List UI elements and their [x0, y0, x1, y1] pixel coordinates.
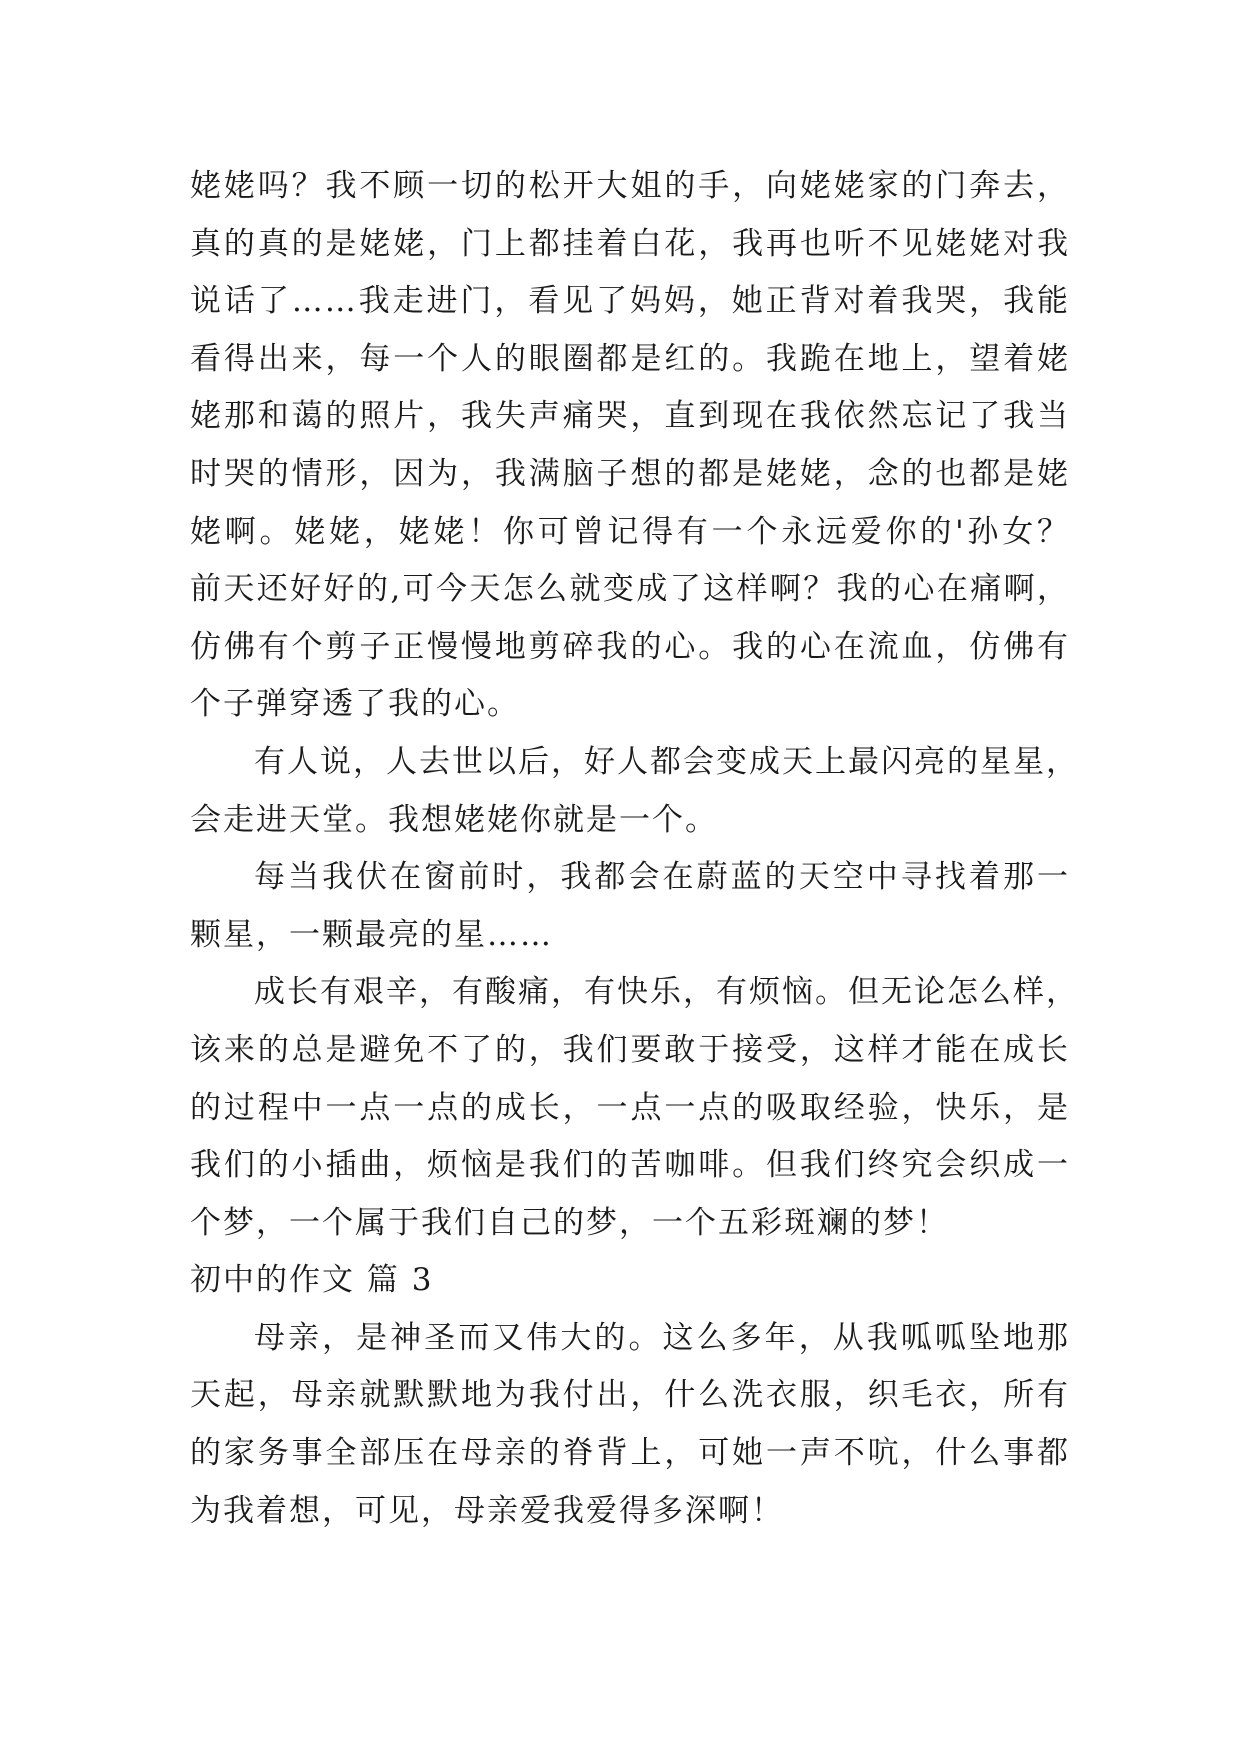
text-line: 成长有艰辛，有酸痛，有快乐，有烦恼。但无论怎么样，: [254, 974, 1079, 1011]
text-line: 真的真的是姥姥，门上都挂着白花，我再也听不见姥姥对我: [190, 225, 1070, 262]
section-heading: 初中的作文 篇 3: [190, 1262, 434, 1299]
text-line: 为我着想，可见，母亲爱我爱得多深啊！: [190, 1492, 784, 1529]
text-line: 的家务事全部压在母亲的脊背上，可她一声不吭，什么事都: [190, 1435, 1070, 1472]
text-line: 天起，母亲就默默地为我付出，什么洗衣服，织毛衣，所有: [190, 1377, 1070, 1414]
document-body: [190, 158, 1079, 1540]
paragraph-grandma-mourning: [190, 158, 1070, 734]
text-line: 姥那和蔼的照片，我失声痛哭，直到现在我依然忘记了我当: [190, 398, 1070, 435]
text-line: 看得出来，每一个人的眼圈都是红的。我跪在地上，望着姥: [190, 340, 1070, 377]
text-line: 个子弹穿透了我的心。: [190, 686, 520, 723]
text-line: 的过程中一点一点的成长，一点一点的吸取经验，快乐，是: [190, 1089, 1070, 1126]
text-line: 姥姥吗？我不顾一切的松开大姐的手，向姥姥家的门奔去，: [190, 168, 1070, 204]
text-line: 时哭的情形，因为，我满脑子想的都是姥姥，念的也都是姥: [190, 455, 1070, 492]
text-line: 每当我伏在窗前时，我都会在蔚蓝的天空中寻找着那一: [254, 859, 1070, 896]
text-line: 该来的总是避免不了的，我们要敢于接受，这样才能在成长: [190, 1031, 1070, 1068]
text-line: 姥啊。姥姥，姥姥！你可曾记得有一个永远爱你的'孙女？: [190, 513, 1070, 550]
paragraph-window-star: [190, 849, 1070, 964]
paragraph-growing-up: [190, 964, 1079, 1252]
text-line: 前天还好好的,可今天怎么就变成了这样啊？我的心在痛啊，: [190, 571, 1070, 608]
text-line: 个梦，一个属于我们自己的梦，一个五彩斑斓的梦！: [190, 1204, 949, 1241]
text-line: 颗星，一颗最亮的星……: [190, 916, 553, 953]
paragraph-heaven-star: [190, 734, 1079, 849]
text-line: 说话了……我走进门，看见了妈妈，她正背对着我哭，我能: [190, 283, 1070, 320]
paragraph-mother: [190, 1310, 1070, 1540]
text-line: 母亲，是神圣而又伟大的。这么多年，从我呱呱坠地那: [254, 1319, 1070, 1356]
text-line: 有人说，人去世以后，好人都会变成天上最闪亮的星星，: [254, 743, 1079, 780]
text-line: 会走进天堂。我想姥姥你就是一个。: [190, 801, 718, 838]
text-line: 我们的小插曲，烦恼是我们的苦咖啡。但我们终究会织成一: [190, 1147, 1070, 1184]
text-line: 仿佛有个剪子正慢慢地剪碎我的心。我的心在流血，仿佛有: [190, 628, 1070, 665]
